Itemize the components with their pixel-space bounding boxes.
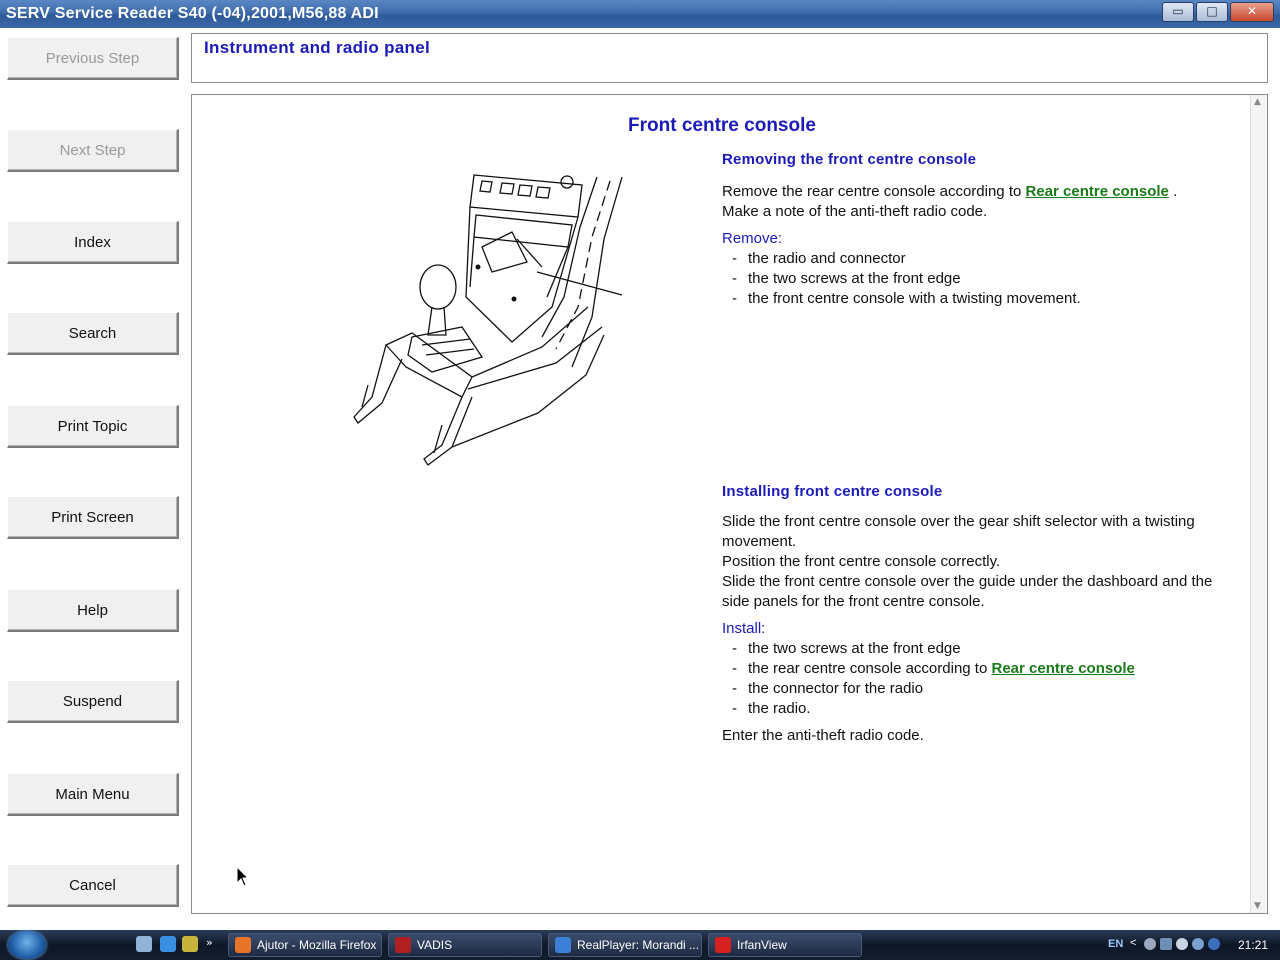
close-button[interactable]: ✕ bbox=[1230, 2, 1274, 22]
window-title: SERV Service Reader S40 (-04),2001,M56,88 ADI bbox=[6, 5, 379, 22]
list-item: - the radio and connector bbox=[722, 249, 1081, 269]
quick-launch-app-icon[interactable] bbox=[182, 936, 198, 952]
start-button-icon[interactable] bbox=[8, 931, 46, 959]
content-panel bbox=[191, 94, 1268, 914]
installing-heading: Installing front centre console bbox=[722, 483, 943, 500]
irfanview-icon bbox=[715, 937, 731, 953]
search-button[interactable]: Search bbox=[7, 312, 179, 355]
remove-label: Remove: bbox=[722, 230, 783, 247]
sidebar bbox=[0, 28, 190, 930]
mouse-cursor-icon bbox=[236, 866, 250, 888]
network-icon[interactable] bbox=[1160, 938, 1172, 950]
window-title-bar bbox=[0, 0, 1280, 28]
system-tray bbox=[1100, 930, 1280, 960]
taskbar-item-realplayer[interactable] bbox=[548, 933, 702, 957]
taskbar bbox=[0, 930, 1280, 960]
print-screen-button[interactable]: Print Screen bbox=[7, 496, 179, 539]
taskbar-item-label: RealPlayer: Morandi ... bbox=[577, 938, 700, 952]
window-controls bbox=[1162, 2, 1274, 22]
taskbar-item-irfanview[interactable] bbox=[708, 933, 862, 957]
list-item: - the connector for the radio bbox=[722, 679, 1135, 699]
installing-paragraph-1: Slide the front centre console over the gear shift selector with a twisting movement. bbox=[722, 513, 1195, 550]
install-label: Install: bbox=[722, 620, 766, 637]
taskbar-item-firefox[interactable] bbox=[228, 933, 382, 957]
tray-update-icon[interactable] bbox=[1208, 938, 1220, 950]
quick-launch-more-icon[interactable]: » bbox=[206, 936, 213, 949]
scroll-down-arrow-icon[interactable]: ▼ bbox=[1254, 901, 1261, 911]
firefox-icon bbox=[235, 937, 251, 953]
taskbar-item-label: Ajutor - Mozilla Firefox bbox=[257, 938, 377, 952]
removing-heading: Removing the front centre console bbox=[722, 151, 977, 168]
centre-console-illustration bbox=[342, 167, 632, 472]
internet-explorer-icon[interactable] bbox=[160, 936, 176, 952]
tray-app-icon[interactable] bbox=[1144, 938, 1156, 950]
tray-expand-icon[interactable]: < bbox=[1130, 937, 1137, 949]
topic-title: Front centre console bbox=[628, 115, 816, 136]
previous-step-button[interactable]: Previous Step bbox=[7, 37, 179, 80]
removing-instruction-1-suffix: . bbox=[1173, 183, 1178, 200]
tray-status-icon[interactable] bbox=[1192, 938, 1204, 950]
list-item: - the two screws at the front edge bbox=[722, 639, 1135, 659]
install-item-2-text: the rear centre console according to bbox=[748, 660, 988, 677]
language-indicator[interactable]: EN bbox=[1108, 938, 1124, 950]
installing-closing: Enter the anti-theft radio code. bbox=[722, 727, 924, 744]
index-button[interactable]: Index bbox=[7, 221, 179, 264]
rear-centre-console-link[interactable]: Rear centre console bbox=[1025, 183, 1169, 200]
install-list bbox=[722, 639, 1135, 719]
removing-instruction-1-text: Remove the rear centre console according to bbox=[722, 183, 1022, 200]
realplayer-icon bbox=[555, 937, 571, 953]
vertical-scrollbar[interactable] bbox=[1250, 95, 1267, 913]
removing-instruction-2: Make a note of the anti-theft radio code. bbox=[722, 203, 988, 220]
suspend-button[interactable]: Suspend bbox=[7, 680, 179, 723]
cancel-button[interactable]: Cancel bbox=[7, 864, 179, 907]
list-item: - the radio. bbox=[722, 699, 1135, 719]
clock[interactable]: 21:21 bbox=[1237, 938, 1268, 952]
remove-list bbox=[722, 249, 1081, 309]
vadis-icon bbox=[395, 937, 411, 953]
maximize-button[interactable]: □ bbox=[1196, 2, 1228, 22]
minimize-button[interactable]: ▭ bbox=[1162, 2, 1194, 22]
main-menu-button[interactable]: Main Menu bbox=[7, 773, 179, 816]
taskbar-item-vadis[interactable] bbox=[388, 933, 542, 957]
section-header-panel bbox=[191, 33, 1268, 83]
volume-icon[interactable] bbox=[1176, 938, 1188, 950]
print-topic-button[interactable]: Print Topic bbox=[7, 405, 179, 448]
list-item: - the two screws at the front edge bbox=[722, 269, 1081, 289]
list-item bbox=[722, 659, 1135, 679]
installing-paragraph-2: Position the front centre console correctly. bbox=[722, 553, 1001, 570]
removing-instruction-1 bbox=[722, 182, 1242, 202]
scroll-up-arrow-icon[interactable]: ▲ bbox=[1254, 97, 1261, 107]
taskbar-item-label: IrfanView bbox=[737, 938, 787, 952]
installing-paragraph-3: Slide the front centre console over the guide under the dashboard and the side panels for the front centre console. bbox=[722, 573, 1213, 610]
list-item: - the front centre console with a twisting movement. bbox=[722, 289, 1081, 309]
taskbar-item-label: VADIS bbox=[417, 938, 453, 952]
next-step-button[interactable]: Next Step bbox=[7, 129, 179, 172]
section-title: Instrument and radio panel bbox=[204, 38, 430, 57]
help-button[interactable]: Help bbox=[7, 589, 179, 632]
rear-centre-console-link-2[interactable]: Rear centre console bbox=[991, 660, 1135, 677]
show-desktop-icon[interactable] bbox=[136, 936, 152, 952]
